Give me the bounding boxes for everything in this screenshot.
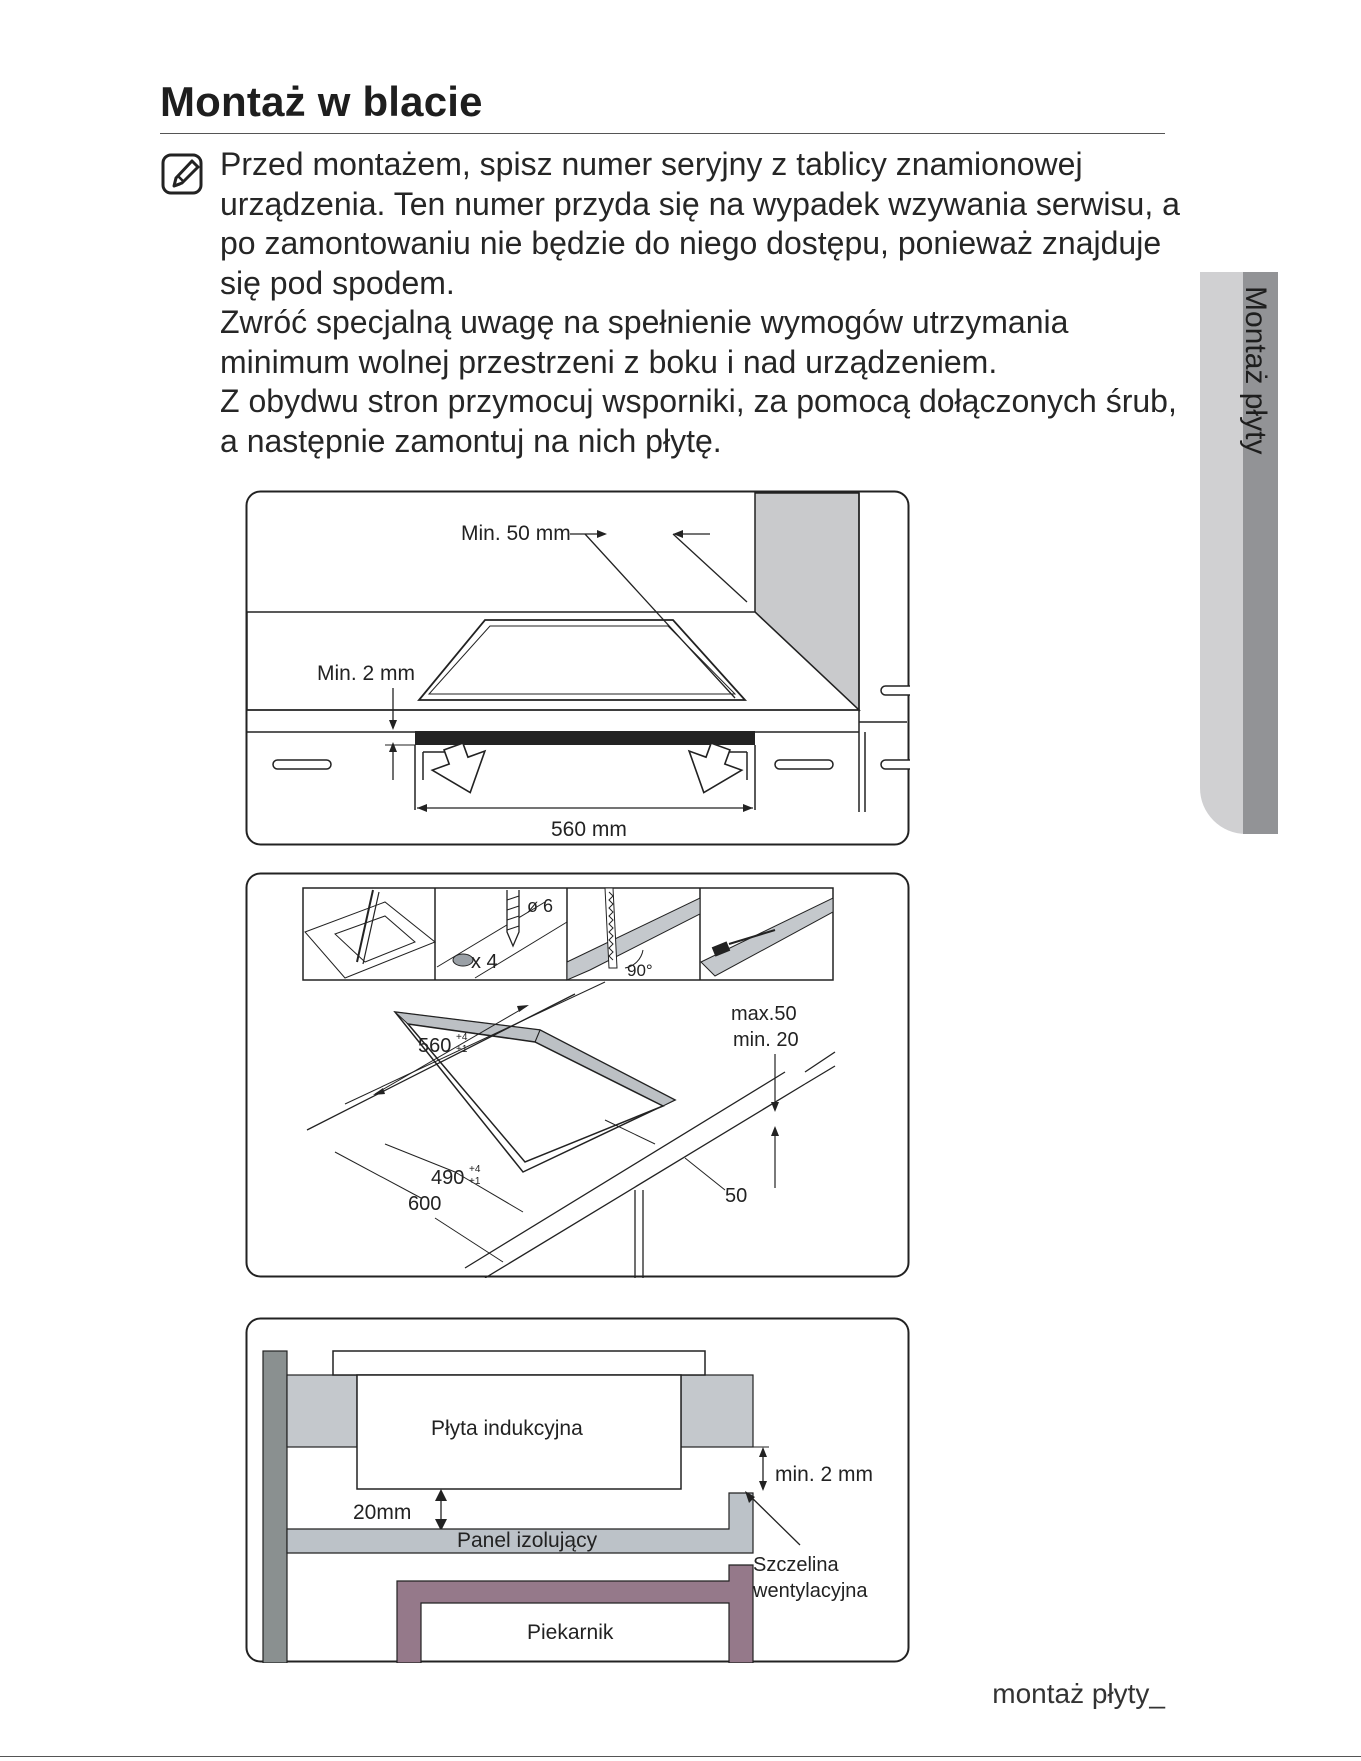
- bottom-divider: [0, 1756, 1361, 1757]
- label-gap-20: 20mm: [353, 1501, 412, 1524]
- label-oven: Piekarnik: [527, 1621, 614, 1644]
- label-tolerance-plus: +4: [456, 1032, 468, 1043]
- title-divider: [160, 133, 1165, 134]
- label-min-2: Min. 2 mm: [317, 662, 416, 685]
- label-vent-line1: Szczelina: [753, 1554, 839, 1576]
- label-hob: Płyta indukcyjna: [431, 1417, 583, 1440]
- section-tab-label: Montaż płyty: [1239, 286, 1272, 455]
- label-min-50: Min. 50 mm: [461, 522, 571, 545]
- label-tolerance-minus: +1: [469, 1176, 481, 1187]
- label-edge-distance: 50: [725, 1185, 748, 1207]
- label-cutout-width: 560: [418, 1035, 452, 1057]
- figure-oven-installation: [245, 1317, 910, 1663]
- label-screws: x 4: [471, 951, 498, 973]
- note-paragraph: Zwróć specjalną uwagę na spełnienie wymogów utrzymania minimum wolnej przestrzeni z boku i nad urządzeniem.: [220, 304, 1069, 380]
- figure-clearance: [245, 490, 910, 846]
- label-gap-top: min. 2 mm: [775, 1463, 874, 1486]
- page-footer: montaż płyty_: [992, 1678, 1165, 1709]
- note-pencil-icon: [160, 152, 206, 198]
- figure-cutout: [245, 872, 910, 1278]
- label-panel: Panel izolujący: [457, 1529, 598, 1552]
- label-counter-depth: 600: [408, 1193, 442, 1215]
- page-title: Montaż w blacie: [160, 78, 483, 125]
- note-text: [220, 145, 1180, 461]
- label-tolerance-minus: +1: [456, 1044, 468, 1055]
- label-width-560: 560 mm: [551, 818, 627, 841]
- note-paragraph: Z obydwu stron przymocuj wsporniki, za pomocą dołączonych śrub, a następnie zamontuj na nich płytę.: [220, 383, 1177, 459]
- label-hole-diameter: ø 6: [527, 896, 554, 916]
- note-paragraph: Przed montażem, spisz numer seryjny z tablicy znamionowej urządzenia. Ten numer przyda się na wypadek wzywania serwisu, a po zamontowaniu nie będzie do niego dostępu, ponieważ znajduje się pod spodem.: [220, 146, 1180, 301]
- label-tolerance-plus: +4: [469, 1164, 481, 1175]
- label-thickness-min: min. 20: [733, 1029, 799, 1051]
- label-angle: 90°: [627, 961, 653, 980]
- label-thickness-max: max.50: [731, 1003, 797, 1025]
- label-cutout-depth: 490: [431, 1167, 465, 1189]
- label-vent-line2: wentylacyjna: [753, 1580, 868, 1602]
